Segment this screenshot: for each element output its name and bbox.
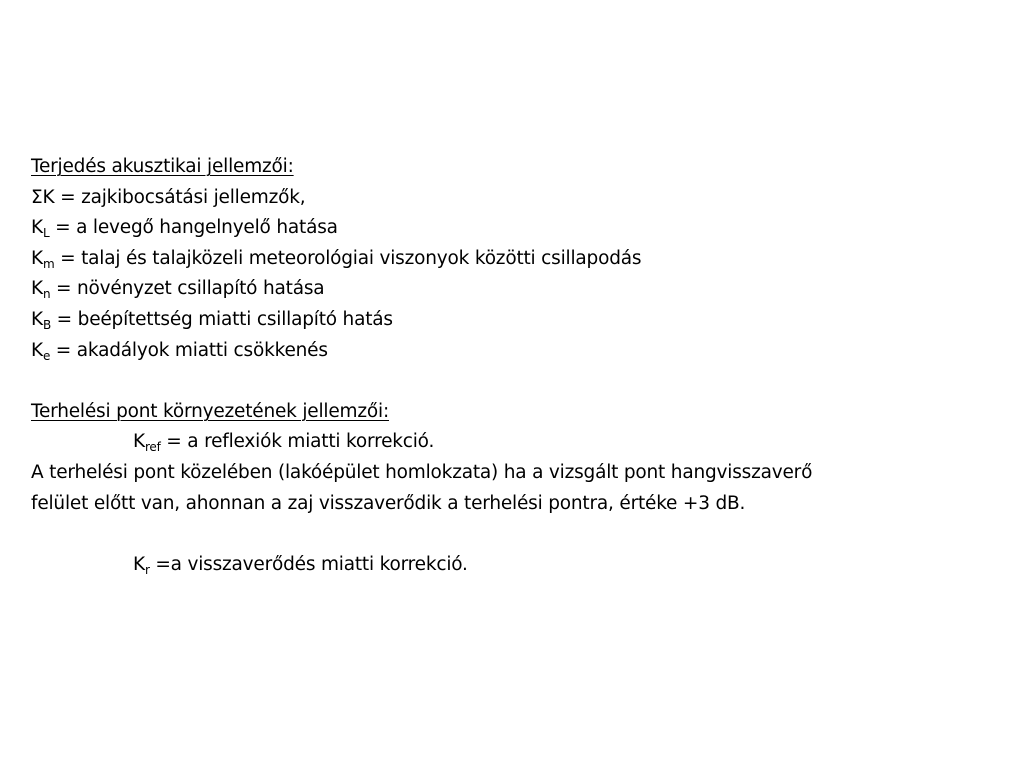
definition-text: = beépítettség miatti csillapító hatás bbox=[50, 308, 393, 330]
subscript: L bbox=[42, 226, 50, 241]
subscript: ref bbox=[144, 440, 161, 455]
definition-text: = a reflexiók miatti korrekció. bbox=[160, 431, 435, 453]
definition-k-e bbox=[31, 336, 991, 367]
section-heading-receptor: Terhelési pont környezetének jellemzői: bbox=[31, 400, 389, 422]
definition-sum-k bbox=[31, 183, 991, 214]
symbol: K bbox=[31, 339, 43, 361]
subscript: B bbox=[42, 317, 51, 332]
definition-text: = növényzet csillapító hatása bbox=[50, 278, 325, 300]
definition-text: = a levegő hangelnyelő hatása bbox=[49, 217, 338, 239]
slide-text-body bbox=[31, 152, 991, 580]
definition-k-ref bbox=[31, 427, 991, 458]
definition-text: =a visszaverődés miatti korrekció. bbox=[149, 553, 468, 575]
definition-k-n bbox=[31, 274, 991, 305]
symbol: ΣK bbox=[31, 186, 55, 208]
definition-k-b bbox=[31, 305, 991, 336]
symbol: K bbox=[31, 247, 43, 269]
subscript: n bbox=[42, 287, 51, 302]
definition-k-r bbox=[31, 550, 991, 581]
symbol: K bbox=[31, 308, 43, 330]
subscript: m bbox=[42, 256, 55, 271]
paragraph-line: felület előtt van, ahonnan a zaj visszaverődik a terhelési pontra, értéke +3 dB. bbox=[31, 492, 746, 514]
paragraph-line: A terhelési pont közelében (lakóépület homlokzata) ha a vizsgált pont hangvisszaverő bbox=[31, 461, 813, 483]
blank-line bbox=[31, 366, 991, 397]
section-heading-propagation: Terjedés akusztikai jellemzői: bbox=[31, 156, 294, 177]
symbol: K bbox=[31, 217, 43, 239]
definition-text: = talaj és talajközeli meteorológiai viszonyok közötti csillapodás bbox=[54, 247, 642, 269]
definition-k-m bbox=[31, 244, 991, 275]
blank-line bbox=[31, 519, 991, 550]
symbol: K bbox=[133, 431, 145, 453]
definition-text: = zajkibocsátási jellemzők, bbox=[54, 186, 306, 208]
subscript: r bbox=[144, 562, 150, 577]
definition-text: = akadályok miatti csökkenés bbox=[50, 339, 328, 361]
subscript: e bbox=[42, 348, 51, 363]
symbol: K bbox=[133, 553, 145, 575]
symbol: K bbox=[31, 278, 43, 300]
definition-k-l bbox=[31, 213, 991, 244]
